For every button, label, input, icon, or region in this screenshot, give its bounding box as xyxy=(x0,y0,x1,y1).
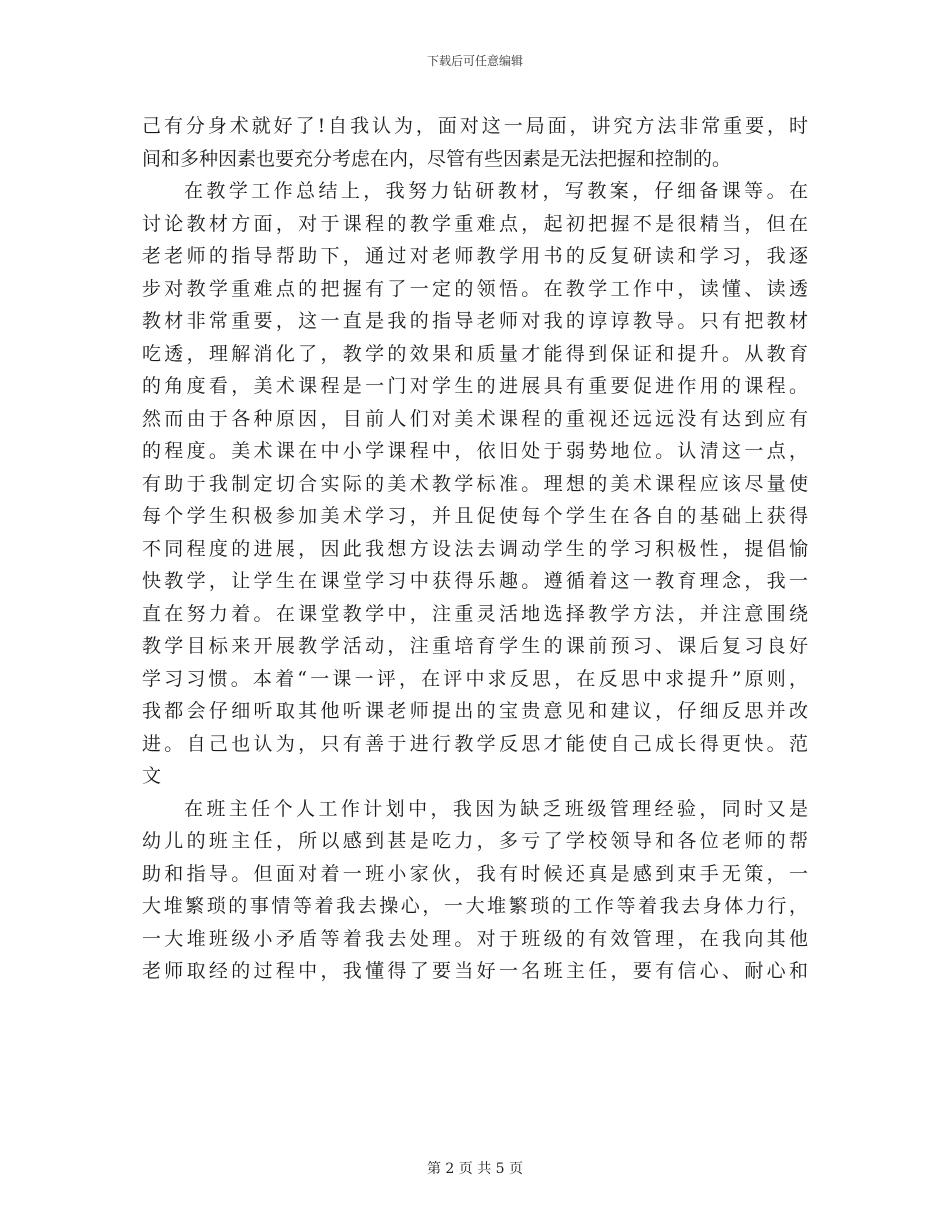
text-line: 在班主任个人工作计划中，我因为缺乏班级管理经验，同时又是 xyxy=(184,797,808,820)
text-line: 进。自己也认为，只有善于进行教学反思才能使自己成长得更快。范 xyxy=(142,732,808,755)
text-line: 的角度看，美术课程是一门对学生的进展具有重要促进作用的课程。 xyxy=(142,375,808,397)
text-line: 在教学工作总结上，我努力钻研教材，写教案，仔细备课等。在 xyxy=(184,180,808,202)
text-line: 学习习惯。本着“一课一评，在评中求反思，在反思中求提升”原则， xyxy=(142,667,808,690)
text-line: 直在努力着。在课堂教学中，注重灵活地选择教学方法，并注意围绕 xyxy=(142,602,808,625)
document-body xyxy=(142,110,808,988)
text-line: 步对教学重难点的把握有了一定的领悟。在教学工作中，读懂、读透 xyxy=(142,277,808,300)
text-line: 教材非常重要，这一直是我的指导老师对我的谆谆教导。只有把教材 xyxy=(142,310,808,332)
page-number: 第 2 页 共 5 页 xyxy=(426,1161,524,1177)
text-line: 老老师的指导帮助下，通过对老师教学用书的反复研读和学习，我逐 xyxy=(142,245,808,267)
text-line: 吃透，理解消化了，教学的效果和质量才能得到保证和提升。从教育 xyxy=(142,342,808,365)
text-line: 每个学生积极参加美术学习，并且促使每个学生在各自的基础上获得 xyxy=(142,505,808,527)
text-line: 不同程度的进展，因此我想方设法去调动学生的学习积极性，提倡愉 xyxy=(142,537,808,560)
text-line: 文 xyxy=(142,765,162,787)
text-line: 的程度。美术课在中小学课程中，依旧处于弱势地位。认清这一点， xyxy=(142,440,808,462)
text-line: 间和多种因素也要充分考虑在内，尽管有些因素是无法把握和控制的。 xyxy=(142,147,732,170)
text-line: 然而由于各种原因，目前人们对美术课程的重视还远远没有达到应有 xyxy=(142,407,808,430)
text-line: 幼儿的班主任，所以感到甚是吃力，多亏了学校领导和各位老师的帮 xyxy=(142,830,808,852)
text-line: 老师取经的过程中，我懂得了要当好一名班主任，要有信心、耐心和 xyxy=(142,960,808,982)
paragraph-3 xyxy=(142,793,808,988)
text-line: 己有分身术就好了!自我认为，面对这一局面，讲究方法非常重要，时 xyxy=(142,115,808,137)
text-line: 助和指导。但面对着一班小家伙，我有时候还真是感到束手无策，一 xyxy=(142,862,808,885)
paragraph-2 xyxy=(142,175,808,793)
page-header: 下载后可任意编辑 xyxy=(426,54,523,68)
paragraph-1 xyxy=(142,110,808,175)
text-line: 快教学，让学生在课堂学习中获得乐趣。遵循着这一教育理念，我一 xyxy=(142,570,808,592)
text-line: 有助于我制定切合实际的美术教学标准。理想的美术课程应该尽量使 xyxy=(142,472,808,495)
text-line: 教学目标来开展教学活动，注重培育学生的课前预习、课后复习良好 xyxy=(142,635,808,657)
text-line: 一大堆班级小矛盾等着我去处理。对于班级的有效管理，在我向其他 xyxy=(142,927,808,950)
text-line: 大堆繁琐的事情等着我去操心，一大堆繁琐的工作等着我去身体力行， xyxy=(142,895,808,917)
text-line: 我都会仔细听取其他听课老师提出的宝贵意见和建议，仔细反思并改 xyxy=(142,700,808,722)
text-line: 讨论教材方面，对于课程的教学重难点，起初把握不是很精当，但在 xyxy=(142,212,808,235)
